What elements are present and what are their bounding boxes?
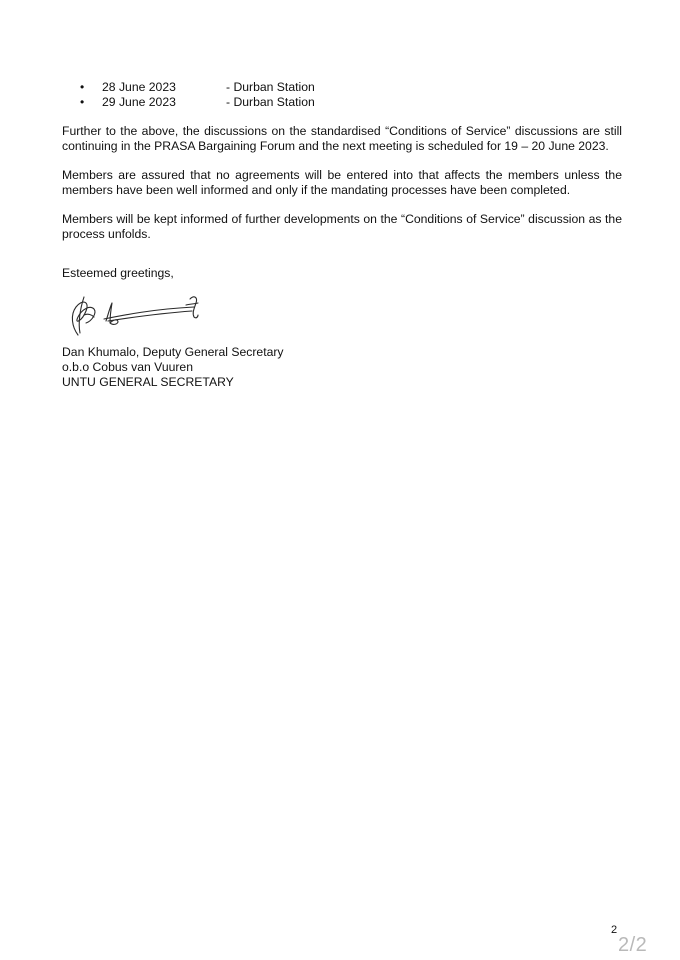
- page-number: 2: [611, 924, 618, 936]
- paragraph-kept-informed: Members will be kept informed of further developments on the “Conditions of Service” discussion as the process unfolds.: [62, 212, 622, 241]
- schedule-date: 28 June 2023: [102, 80, 176, 94]
- paragraph-members-assured: Members are assured that no agreements will be entered into that affects the members unless the members have been well informed and only if the mandating processes have been completed.: [62, 168, 622, 197]
- handwritten-signature: [64, 287, 204, 339]
- schedule-place: - Durban Station: [226, 80, 315, 94]
- bullet: •: [80, 95, 85, 109]
- schedule-item: [80, 95, 622, 110]
- signatory-on-behalf: o.b.o Cobus van Vuuren: [62, 360, 193, 374]
- signatory-title: UNTU GENERAL SECRETARY: [62, 375, 234, 389]
- greeting: Esteemed greetings,: [62, 266, 174, 280]
- schedule-list: [62, 80, 622, 110]
- letter-body: [62, 80, 622, 390]
- page-counter: 2/2: [618, 934, 648, 956]
- schedule-place: - Durban Station: [226, 95, 315, 109]
- schedule-date: 29 June 2023: [102, 95, 176, 109]
- signatory-block: [62, 345, 622, 390]
- signatory-name: Dan Khumalo, Deputy General Secretary: [62, 345, 284, 359]
- schedule-item: [80, 80, 622, 95]
- paragraph-bargaining-forum: Further to the above, the discussions on the standardised “Conditions of Service” discussions are still continuing in the PRASA Bargaining Forum and the next meeting is scheduled for 19 – 20 June 2023.: [62, 124, 622, 153]
- bullet: •: [80, 80, 85, 94]
